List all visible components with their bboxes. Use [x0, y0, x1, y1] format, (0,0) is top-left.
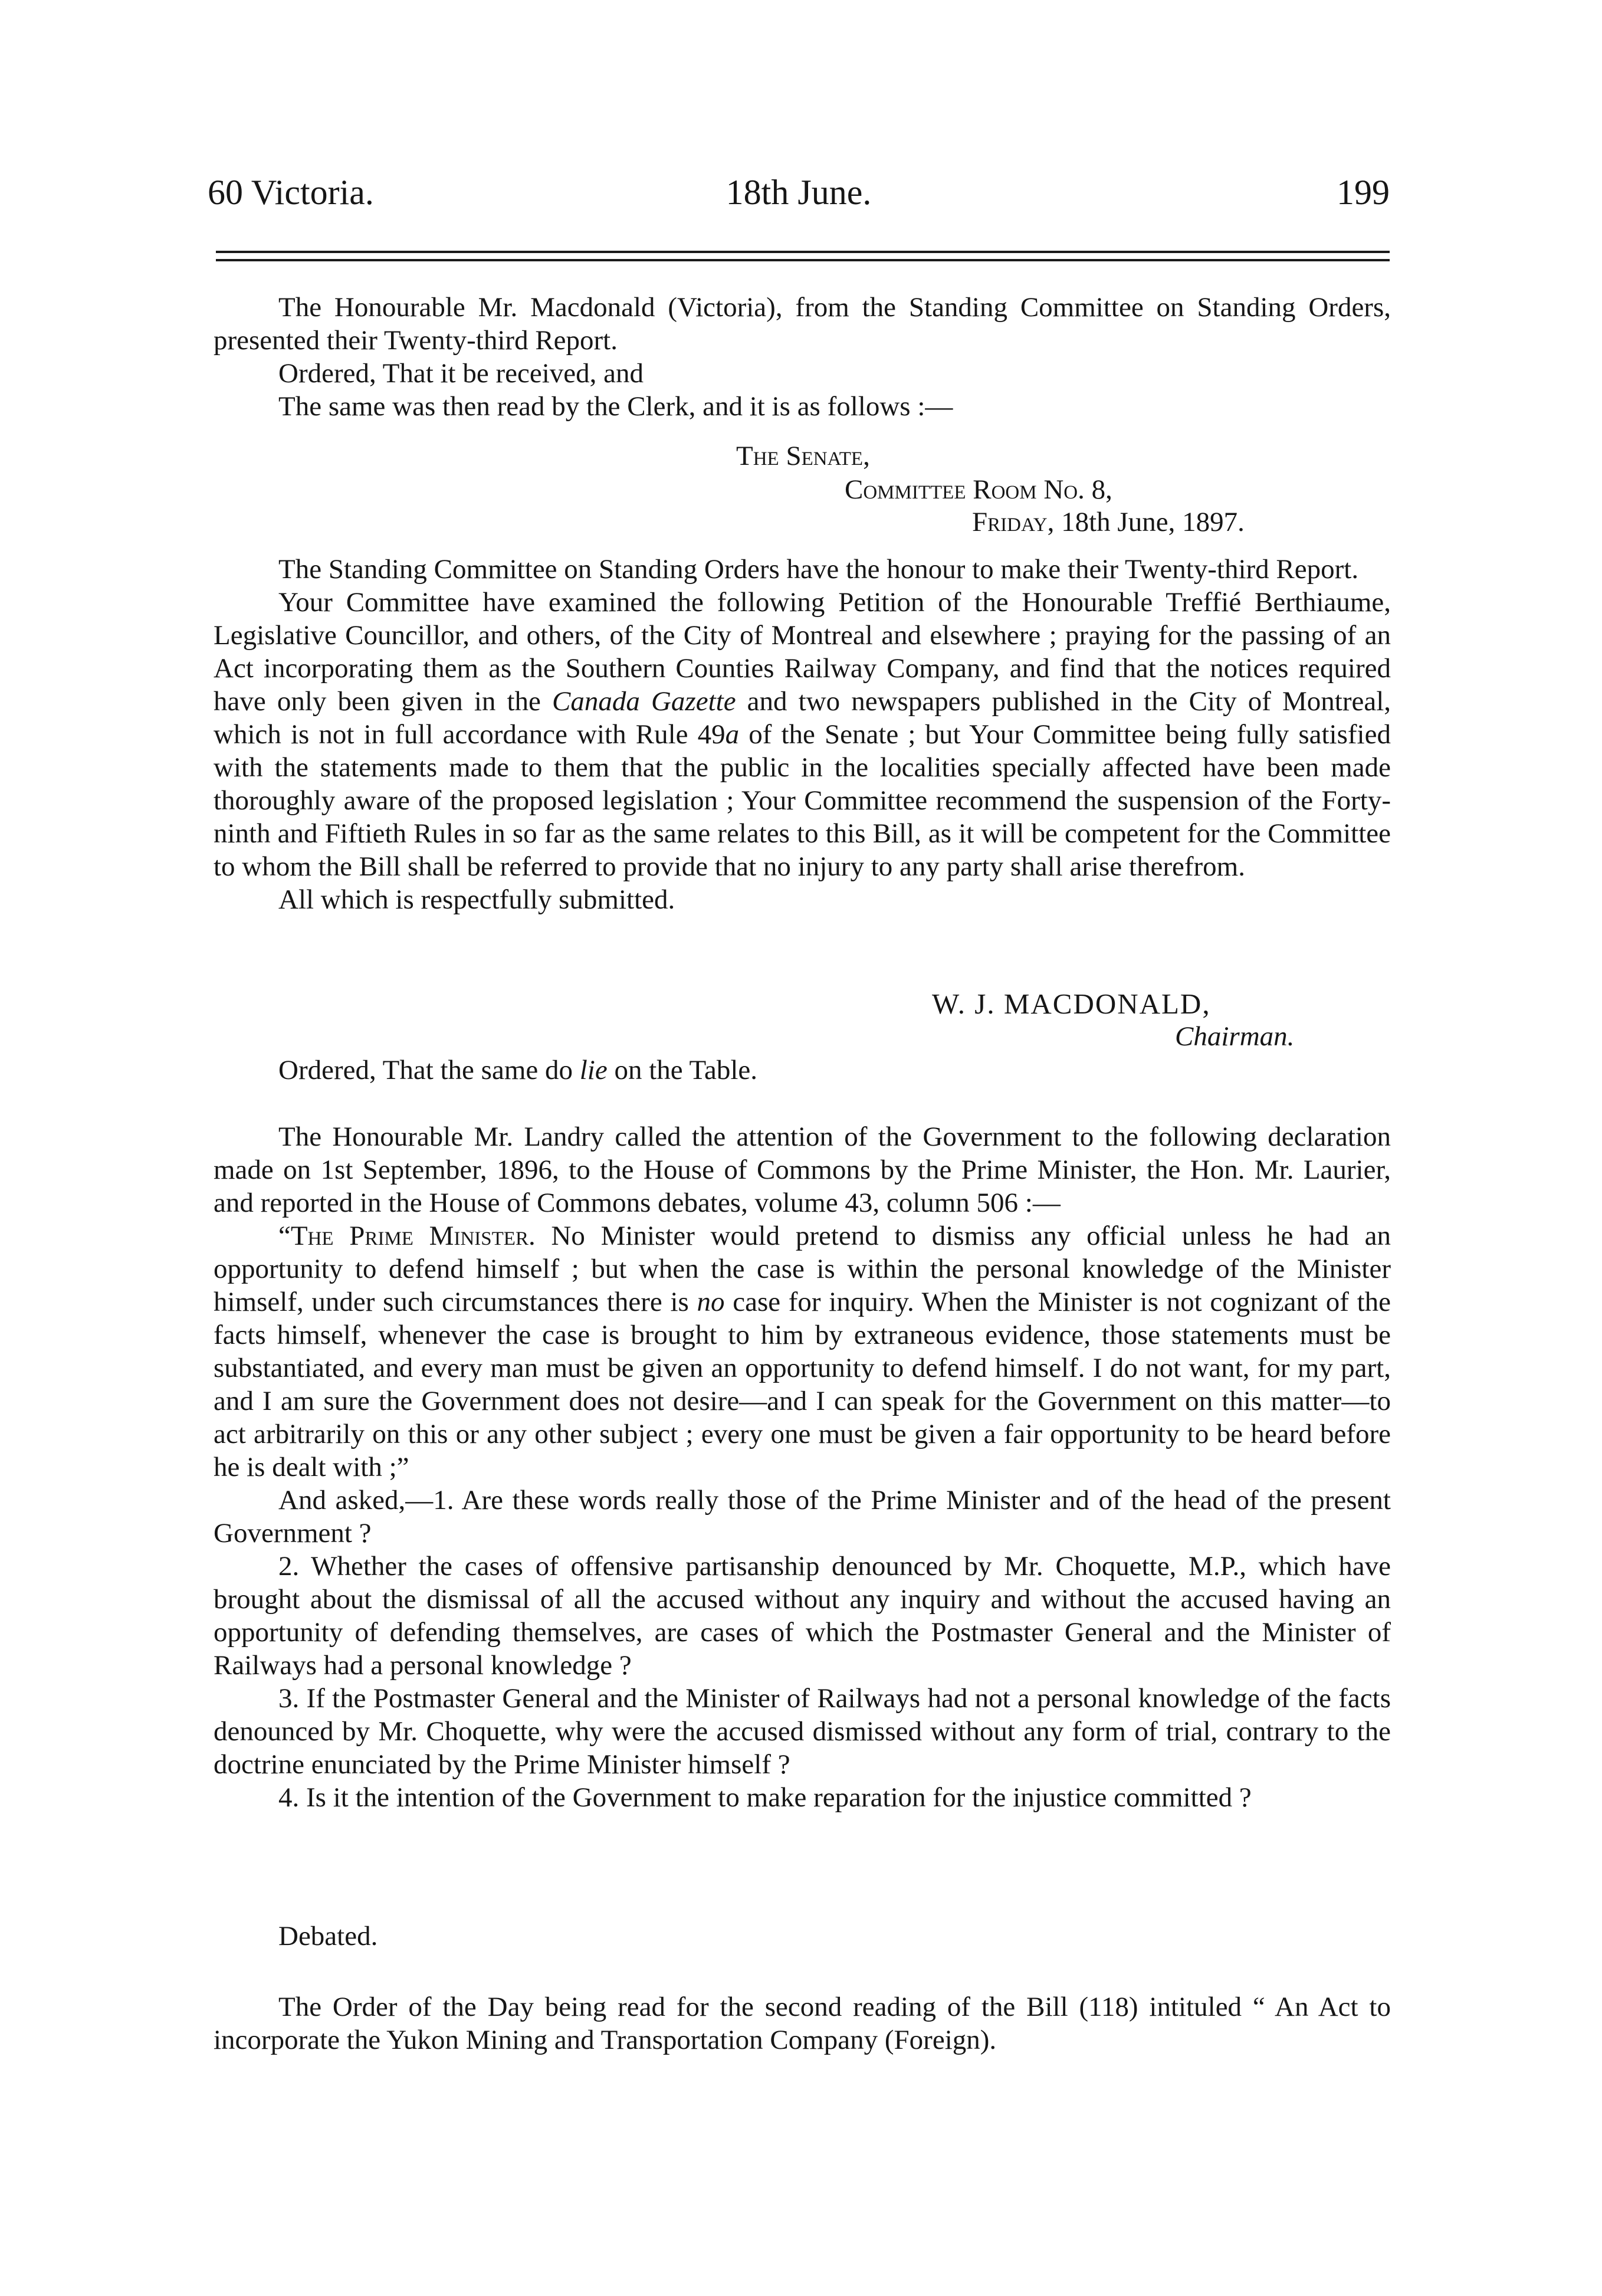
signature-role: Chairman.: [1175, 1021, 1295, 1052]
page-number: 199: [1337, 173, 1390, 212]
read-by-clerk: The same was then read by the Clerk, and it is as follows :—: [278, 391, 953, 422]
prime-minister-quote: “The Prime Minister. No Minister would pretend to dismiss any official unless he had an opportunity to defend himself ; but when the case is within the personal knowledge of the Minister himself, under such circumstances there is no case for inquiry. When the Minister is not cognizant of the facts himself, whenever the case is brought to him by extraneous evidence, those statements must be substantiated, and every man must be given an opportunity to defend himself. I do not want, for my part, and I am sure the Government does not desire—and I can speak for the Government on this matter—to act arbitrarily on this or any other subject ; every one must be given a fair opportunity to be heard before he is dealt with ;”: [214, 1221, 1391, 1482]
session-label: 60 Victoria.: [208, 173, 374, 212]
report-paragraph-3: All which is respectfully submitted.: [278, 884, 675, 915]
landry-block: [214, 1120, 1391, 1814]
report-body: [214, 553, 1391, 916]
debated: Debated.: [278, 1921, 378, 1951]
landry-intro: The Honourable Mr. Landry called the attention of the Government to the following declaration made on 1st September, 1896, to the House of Commons by the Prime Minister, the Hon. Mr. Laurier, and reported in the House of Commons debates, volume 43, column 506 :—: [214, 1121, 1391, 1218]
date-label: 18th June.: [726, 173, 872, 212]
report-paragraph-2: Your Committee have examined the following Petition of the Honourable Treffié Berthiaume, Legislative Councillor, and others, of the City of Montreal and elsewhere ; praying for the passing of an Act incorporating them as the Southern Counties Railway Company, and find that the notices required have only been given in the Canada Gazette and two newspapers published in the City of Montreal, which is not in full accordance with Rule 49a of the Senate ; but Your Committee being fully satisfied with the statements made to them that the public in the localities specially affected have been made thoroughly aware of the proposed legislation ; Your Committee recommend the suspension of the Forty-ninth and Fiftieth Rules in so far as the same relates to this Bill, as it will be competent for the Committee to whom the Bill shall be referred to provide that no injury to any party shall arise therefrom.: [214, 587, 1391, 882]
order-of-day: The Order of the Day being read for the second reading of the Bill (118) intituled “ An Act to incorporate the Yukon Mining and Transportation Company (Foreign).: [214, 1992, 1391, 2055]
address-date: [972, 506, 1245, 539]
address-committee-room: Committee Room No. 8,: [845, 474, 1112, 505]
quote-speaker: The Prime Minister.: [290, 1221, 536, 1251]
question-4: 4. Is it the intention of the Government to make reparation for the injustice committed ?: [278, 1782, 1252, 1813]
header-double-rule: [216, 251, 1390, 264]
ordered-block: [214, 1054, 1391, 1087]
ordered-received: Ordered, That it be received, and: [278, 358, 644, 389]
order-of-day-block: [214, 1990, 1391, 2056]
debated-block: [214, 1920, 1391, 1953]
intro-paragraph: The Honourable Mr. Macdonald (Victoria), from the Standing Committee on Standing Orders, presented their Twenty-third Report.: [214, 292, 1391, 356]
question-3: 3. If the Postmaster General and the Minister of Railways had not a personal knowledge of the facts denounced by Mr. Choquette, why were the accused dismissed without any form of trial, contrary to the doctrine enunciated by the Prime Minister himself ?: [214, 1683, 1391, 1780]
page-header: [208, 172, 1390, 237]
address-day: Friday,: [972, 507, 1055, 537]
report-paragraph-1: The Standing Committee on Standing Orders have the honour to make their Twenty-third Report.: [278, 554, 1359, 585]
question-1: And asked,—1. Are these words really those of the Prime Minister and of the head of the present Government ?: [214, 1485, 1391, 1549]
question-2: 2. Whether the cases of offensive partisanship denounced by Mr. Choquette, M.P., which have brought about the dismissal of all the accused without any inquiry and without the accused having an opportunity of defending themselves, are cases of which the Postmaster General and the Minister of Railways had a personal knowledge ?: [214, 1551, 1391, 1681]
ordered-lie-on-table: Ordered, That the same do lie on the Table.: [278, 1055, 758, 1085]
intro-block: [214, 291, 1391, 423]
signature-name: W. J. MACDONALD,: [932, 988, 1211, 1020]
address-date-text: 18th June, 1897.: [1054, 507, 1245, 537]
canada-gazette: Canada Gazette: [552, 686, 736, 717]
address-senate: The Senate,: [736, 441, 870, 471]
